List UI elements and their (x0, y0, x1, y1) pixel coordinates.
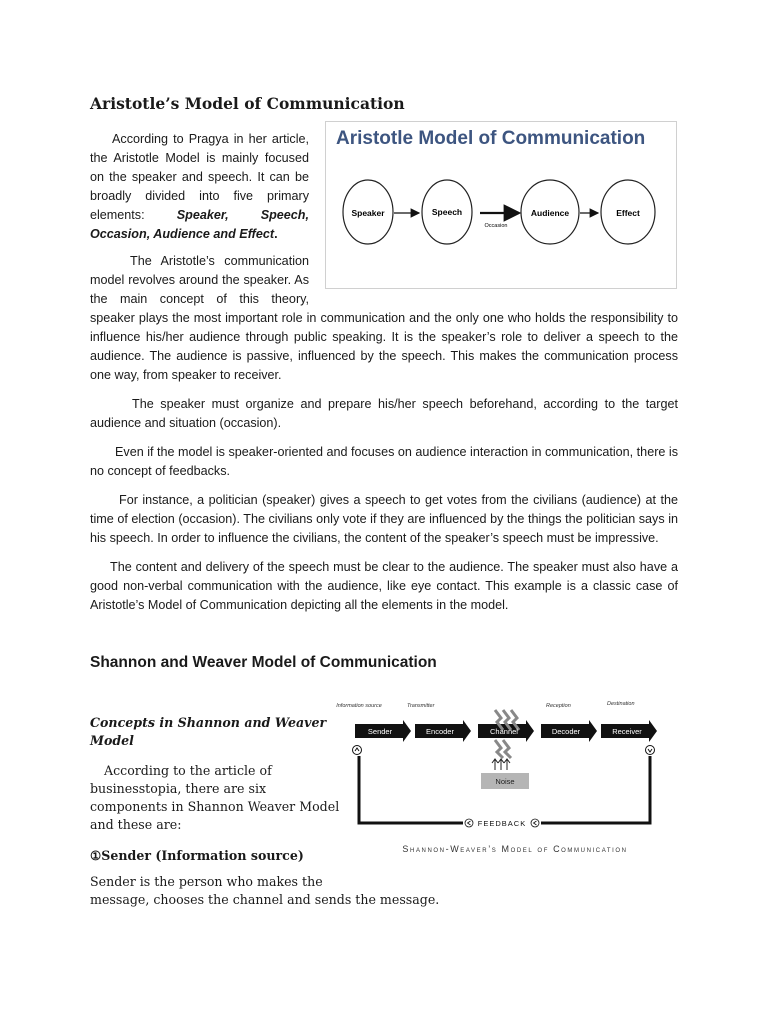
node-audience: Audience (530, 208, 570, 218)
intro-elements: Speaker, Speech, Occasion, Audience and Effect (90, 208, 309, 241)
aristotle-para-3: The speaker must organize and prepare his/her speech beforehand, according to the target audience and situation (occasion). (90, 397, 678, 430)
aristotle-intro (90, 130, 309, 244)
arrow-label-occasion: Occasion (484, 223, 508, 229)
aristotle-heading: Aristotle’s Model of Communication (90, 94, 405, 113)
box-channel: Channel (490, 727, 518, 736)
label-destination: Destination (607, 701, 635, 707)
node-speaker: Speaker (351, 208, 385, 218)
box-receiver: Receiver (612, 727, 642, 736)
shannon-text (90, 714, 340, 863)
noise-label: Noise (495, 777, 515, 786)
label-information-source: Information source (336, 703, 382, 709)
node-effect: Effect (616, 208, 640, 218)
shannon-caption: Shannon-Weaver’s Model of Communication (402, 844, 628, 854)
feedback-node-right (646, 746, 655, 755)
aristotle-para-5: For instance, a politician (speaker) gives a speech to get votes from the civilians (audience) at the time of election (occasion). The civilians only vote if they are influenced by the things the politician says in his speech. In order to influence the civilians, the content of the speaker’s speech must be impressive. (90, 493, 678, 545)
shannon-para-1: According to the article of businesstopia, there are six components in Shannon Weaver Model and these are: (90, 763, 340, 832)
intro-text: According to Pragya in her article, the Aristotle Model is mainly focused on the speaker and speech. It can be broadly divided into five primary elements: (90, 132, 309, 222)
shannon-weaver-diagram (336, 696, 665, 866)
feedback-label: FEEDBACK (477, 819, 527, 828)
feedback-node-left (353, 746, 362, 755)
diagram-title: Aristotle Model of Communication (336, 128, 646, 149)
figure-wrap-spacer (309, 252, 678, 299)
aristotle-para-6: The content and delivery of the speech must be clear to the audience. The speaker must also have a good non-verbal communication with the audience, like eye contact. This example is a classic case of Aristotle’s Model of Communication depicting all the elements in the model. (90, 560, 678, 612)
intro-end: . (274, 227, 278, 241)
feedback-loop-line (359, 756, 650, 823)
box-sender: Sender (367, 727, 393, 736)
box-decoder: Decoder (551, 727, 581, 736)
shannon-subheading: Concepts in Shannon and Weaver Model (90, 715, 327, 748)
sender-line-1: Sender is the person who makes the (90, 874, 323, 889)
node-speech: Speech (431, 207, 463, 217)
label-transmitter: Transmitter (407, 703, 435, 709)
shannon-heading: Shannon and Weaver Model of Communication (90, 654, 437, 671)
aristotle-para-4: Even if the model is speaker-oriented and focuses on audience interaction in communication, there is no concept of feedbacks. (90, 445, 678, 478)
box-encoder: Encoder (426, 727, 454, 736)
sender-line-2: message, chooses the channel and sends the message. (90, 892, 440, 907)
shannon-diagram-graphic (336, 696, 665, 841)
aristotle-body (90, 252, 678, 625)
aristotle-para-2: The Aristotle’s communication model revolves around the speaker. As the main concept of this theory, speaker plays the most important role in communication and the only one who holds the responsibility to influence his/her audience through public speaking. It is the speaker’s role to deliver a speech to the audience. The audience is passive, influenced by the speech. This makes the communication process one way, from speaker to receiver. (90, 254, 678, 382)
label-reception: Reception (546, 703, 571, 709)
sender-heading: ①Sender (Information source) (90, 848, 304, 863)
